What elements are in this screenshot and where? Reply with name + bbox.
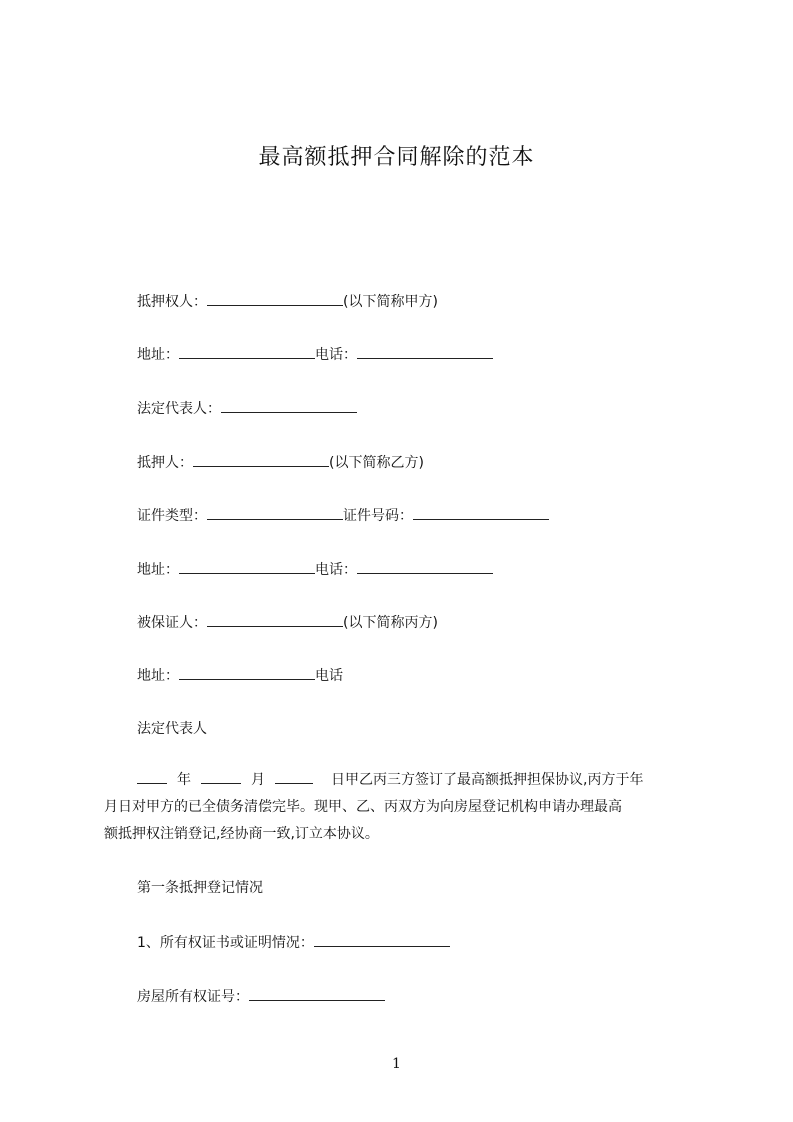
address-label: 地址：: [137, 347, 179, 363]
day-blank[interactable]: [275, 769, 313, 784]
id-type-blank[interactable]: [207, 505, 343, 520]
year-char: 年: [177, 772, 191, 788]
mortgagee-suffix: (以下简称甲方): [343, 294, 438, 310]
month-char: 月: [251, 772, 265, 788]
mortgagor-suffix: (以下简称乙方): [329, 455, 424, 471]
address-blank[interactable]: [179, 665, 315, 680]
legal-rep-blank[interactable]: [221, 398, 357, 413]
phone-blank[interactable]: [357, 344, 493, 359]
address-label: 地址：: [137, 562, 179, 578]
id-type-label: 证件类型：: [137, 508, 207, 524]
agreement-line-2: 月日对甲方的已全债务清偿完毕。现甲、乙、丙双方为向房屋登记机构申请办理最高: [104, 799, 622, 815]
legal-rep-label: 法定代表人: [137, 721, 207, 737]
id-number-blank[interactable]: [413, 505, 549, 520]
year-blank[interactable]: [137, 769, 167, 784]
legal-rep-line-1: [137, 398, 357, 419]
mortgagee-blank[interactable]: [207, 291, 343, 306]
page-number: 1: [392, 1056, 401, 1072]
house-cert-label: 房屋所有权证号：: [137, 989, 249, 1005]
house-cert-line: [137, 986, 385, 1007]
guaranteed-suffix: (以下简称丙方): [343, 615, 438, 631]
legal-rep-line-2: [137, 719, 207, 739]
address-line-2: [137, 559, 493, 580]
ownership-cert-label: 1、所有权证书或证明情况：: [137, 935, 314, 951]
ownership-cert-blank[interactable]: [314, 932, 450, 947]
id-info-line: [137, 505, 549, 526]
agreement-line-1: [104, 767, 700, 794]
mortgagee-line: [137, 291, 438, 312]
month-blank[interactable]: [201, 769, 241, 784]
address-label: 地址：: [137, 668, 179, 684]
address-line-3: [137, 665, 343, 686]
article-1-heading: 第一条抵押登记情况: [137, 880, 263, 896]
agreement-line-3: 额抵押权注销登记,经协商一致,订立本协议。: [104, 826, 379, 842]
phone-blank[interactable]: [357, 559, 493, 574]
agreement-line-1-text: 日甲乙丙三方签订了最高额抵押担保协议,丙方于年: [331, 772, 644, 788]
ownership-cert-line: [137, 932, 450, 953]
mortgagor-line: [137, 452, 424, 473]
address-line-1: [137, 344, 493, 365]
phone-label: 电话：: [315, 347, 357, 363]
phone-label: 电话: [315, 668, 343, 684]
mortgagor-label: 抵押人：: [137, 455, 193, 471]
address-blank[interactable]: [179, 344, 315, 359]
mortgagee-label: 抵押权人：: [137, 294, 207, 310]
guaranteed-line: [137, 612, 438, 633]
guaranteed-label: 被保证人：: [137, 615, 207, 631]
id-number-label: 证件号码：: [343, 508, 413, 524]
agreement-paragraph: [104, 767, 700, 848]
address-blank[interactable]: [179, 559, 315, 574]
document-title: 最高额抵押合同解除的范本: [258, 145, 535, 170]
house-cert-blank[interactable]: [249, 986, 385, 1001]
mortgagor-blank[interactable]: [193, 452, 329, 467]
guaranteed-blank[interactable]: [207, 612, 343, 627]
phone-label: 电话：: [315, 562, 357, 578]
legal-rep-label: 法定代表人：: [137, 401, 221, 417]
